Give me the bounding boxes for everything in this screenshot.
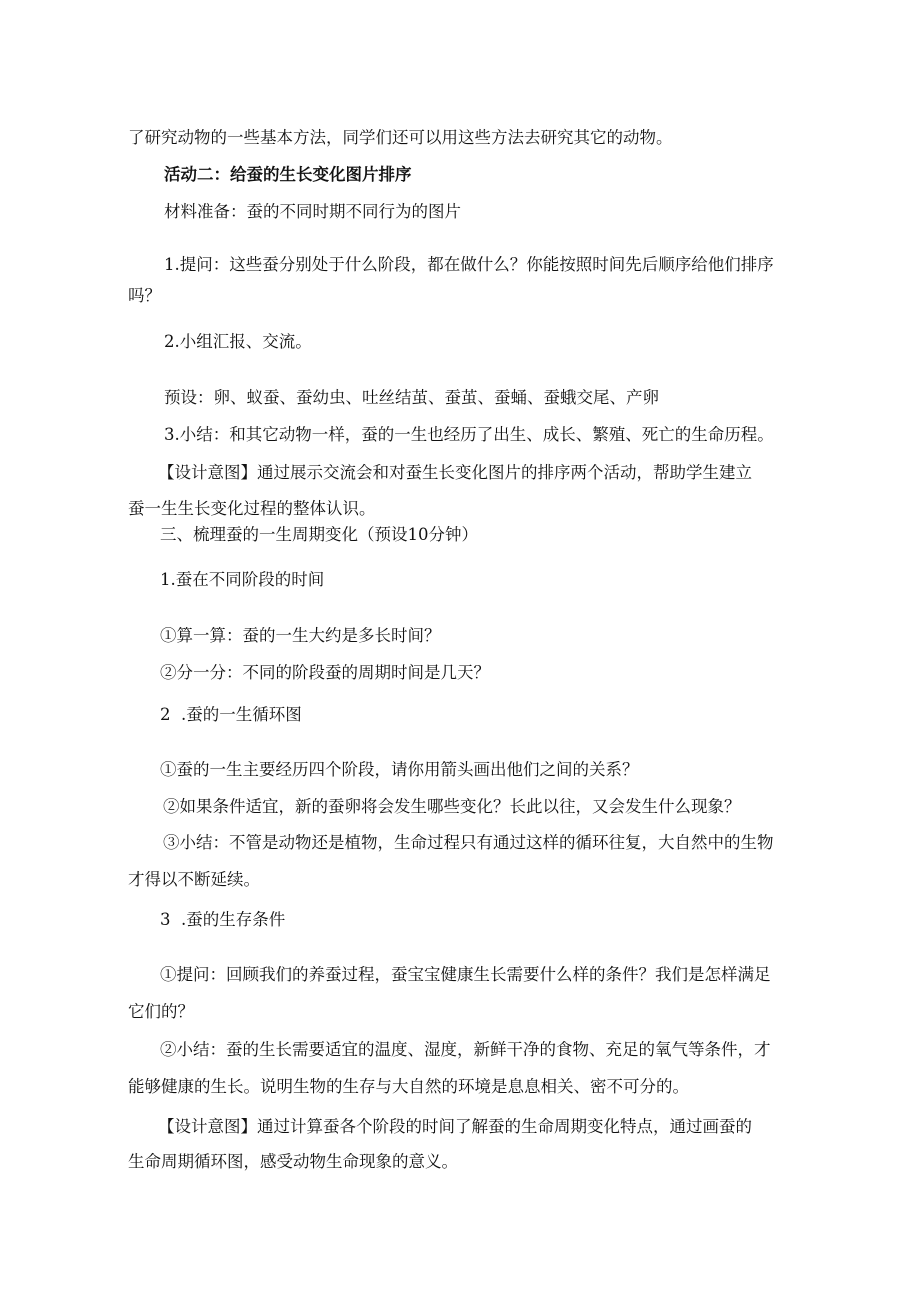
s3-item3b-line1: ②小结：蚕的生长需要适宜的温度、湿度，新鲜干净的食物、充足的氧气等条件，才 bbox=[160, 1040, 771, 1059]
design-intent2-line2: 生命周期循环图，感受动物生命现象的意义。 bbox=[128, 1152, 458, 1171]
s3-item3a-line2: 它们的？ bbox=[128, 1002, 194, 1021]
s3-item2c-line1: ③小结：不管是动物还是植物，生命过程只有通过这样的循环往复，大自然中的生物 bbox=[163, 833, 774, 852]
s3-item1b: ②分一分：不同的阶段蚕的周期时间是几天？ bbox=[160, 663, 490, 682]
design-intent1-line2: 蚕一生生长变化过程的整体认识。 bbox=[128, 499, 376, 518]
materials-text: 材料准备：蚕的不同时期不同行为的图片 bbox=[164, 202, 461, 221]
s3-item3a-line1: ①提问：回顾我们的养蚕过程，蚕宝宝健康生长需要什么样的条件？我们是怎样满足 bbox=[160, 965, 771, 984]
question1-line2: 吗？ bbox=[128, 286, 161, 305]
s3-item2c-line2: 才得以不断延续。 bbox=[128, 870, 260, 889]
preset-text: 预设：卵、蚁蚕、蚕幼虫、吐丝结茧、蚕茧、蚕蛹、蚕蛾交尾、产卵 bbox=[164, 388, 659, 407]
intro-text: 了研究动物的一些基本方法，同学们还可以用这些方法去研究其它的动物。 bbox=[128, 128, 673, 147]
design-intent2-line1: 【设计意图】通过计算蚕各个阶段的时间了解蚕的生命周期变化特点，通过画蚕的 bbox=[158, 1117, 752, 1136]
question1-line1: 1.提问：这些蚕分别处于什么阶段，都在做什么？你能按照时间先后顺序给他们排序 bbox=[164, 255, 774, 274]
s3-item1: 1.蚕在不同阶段的时间 bbox=[160, 570, 325, 589]
section3-heading: 三、梳理蚕的一生周期变化（预设10分钟） bbox=[160, 525, 478, 544]
activity2-heading: 活动二：给蚕的生长变化图片排序 bbox=[164, 165, 412, 184]
s3-item1a: ①算一算：蚕的一生大约是多长时间？ bbox=[160, 626, 441, 645]
summary3: 3.小结：和其它动物一样，蚕的一生也经历了出生、成长、繁殖、死亡的生命历程。 bbox=[164, 425, 774, 444]
s3-item2: 2 .蚕的一生循环图 bbox=[160, 705, 302, 724]
question2: 2.小组汇报、交流。 bbox=[164, 332, 312, 351]
s3-item2a: ①蚕的一生主要经历四个阶段，请你用箭头画出他们之间的关系？ bbox=[160, 760, 639, 779]
s3-item2b: ②如果条件适宜，新的蚕卵将会发生哪些变化？长此以往，又会发生什么现象？ bbox=[163, 797, 741, 816]
design-intent1-line1: 【设计意图】通过展示交流会和对蚕生长变化图片的排序两个活动，帮助学生建立 bbox=[158, 463, 752, 482]
s3-item3: 3 .蚕的生存条件 bbox=[160, 910, 286, 929]
s3-item3b-line2: 能够健康的生长。说明生物的生存与大自然的环境是息息相关、密不可分的。 bbox=[128, 1077, 689, 1096]
